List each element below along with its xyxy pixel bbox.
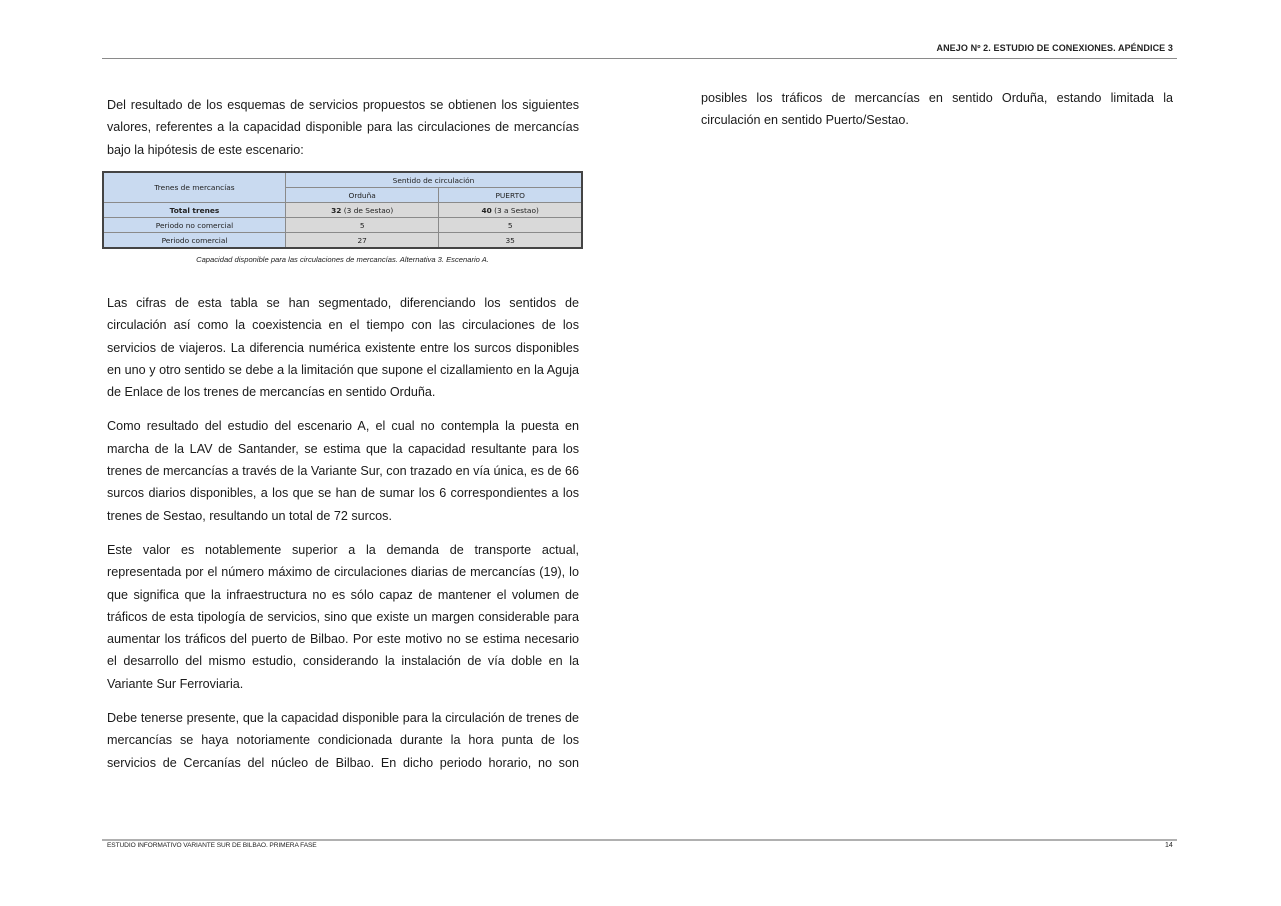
page-number: 14 xyxy=(1165,842,1173,849)
table-column-puerto: PUERTO xyxy=(439,188,582,203)
body-paragraph: posibles los tráficos de mercancías en sentido Orduña, estando limitada la circulación en sentido Puerto/Sestao. xyxy=(701,91,1173,128)
table-cell: 35 xyxy=(439,233,582,249)
table-row-label: Periodo no comercial xyxy=(103,218,286,233)
table-cell xyxy=(439,203,582,218)
intro-paragraph: Del resultado de los esquemas de servicios propuestos se obtienen los siguientes valores, referentes a la capacidad disponible para las circulaciones de mercancías bajo la hipótesis de este escenario: xyxy=(107,98,579,157)
left-column-body xyxy=(107,292,579,774)
body-paragraph: Este valor es notablemente superior a la demanda de transporte actual, representada por el número máximo de circulaciones diarias de mercancías (19), lo que significa que la infraestructura no es sólo capaz de mantener el volumen de tráficos de esta tipología de servicios, sino que existe un margen considerable para aumentar los tráficos del puerto de Bilbao. Por este motivo no se estima necesario el desarrollo del mismo estudio, considerando la instalación de vía doble en la Variante Sur Ferroviaria. xyxy=(107,542,579,691)
table-row-label: Total trenes xyxy=(103,203,286,218)
table-group-header: Sentido de circulación xyxy=(286,172,583,188)
table-row-header: Trenes de mercancías xyxy=(103,172,286,203)
table-cell-note: (3 a Sestao) xyxy=(491,205,539,215)
footer-document-title: ESTUDIO INFORMATIVO VARIANTE SUR DE BILBAO. PRIMERA FASE xyxy=(107,842,317,849)
table-cell: 5 xyxy=(286,218,439,233)
table-cell: 5 xyxy=(439,218,582,233)
footer-divider xyxy=(102,839,1177,841)
table-column-orduna: Orduña xyxy=(286,188,439,203)
body-paragraph: Las cifras de esta tabla se han segmentado, diferenciando los sentidos de circulación así como la coexistencia en el tiempo con las circulaciones de los servicios de viajeros. La diferencia numérica existente entre los surcos disponibles en uno y otro sentido se debe a la limitación que supone el cizallamiento en la Aguja de Enlace de los trenes de mercancías en sentido Orduña. xyxy=(107,296,579,400)
header-divider xyxy=(102,58,1177,59)
body-paragraph: Como resultado del estudio del escenario A, el cual no contempla la puesta en marcha de la LAV de Santander, se estima que la capacidad resultante para los trenes de mercancías a través de la Variante Sur, con trazado en vía única, es de 66 surcos diarios disponibles, a los que se han de sumar los 6 correspondientes a los trenes de Sestao, resultando un total de 72 surcos. xyxy=(107,419,579,523)
table-row xyxy=(103,218,582,233)
table-row xyxy=(103,233,582,249)
left-column xyxy=(107,94,579,161)
body-paragraph: Debe tenerse presente, que la capacidad disponible para la circulación de trenes de mercancías se haya notoriamente condicionada durante la hora punta de los servicios de Cercanías del núcleo de Bilbao. En dicho periodo horario, no son xyxy=(107,711,579,770)
page-header-title: ANEJO Nº 2. ESTUDIO DE CONEXIONES. APÉNDICE 3 xyxy=(936,43,1173,53)
table-caption: Capacidad disponible para las circulaciones de mercancías. Alternativa 3. Escenario A. xyxy=(196,255,489,264)
table-cell xyxy=(286,203,439,218)
table-cell-note: (3 de Sestao) xyxy=(341,205,394,215)
table-cell: 27 xyxy=(286,233,439,249)
table-row xyxy=(103,203,582,218)
table-cell-value: 32 xyxy=(331,205,342,215)
table-cell-value: 40 xyxy=(481,205,492,215)
table-row-label: Periodo comercial xyxy=(103,233,286,249)
capacity-table xyxy=(102,171,583,249)
right-column xyxy=(701,87,1173,132)
